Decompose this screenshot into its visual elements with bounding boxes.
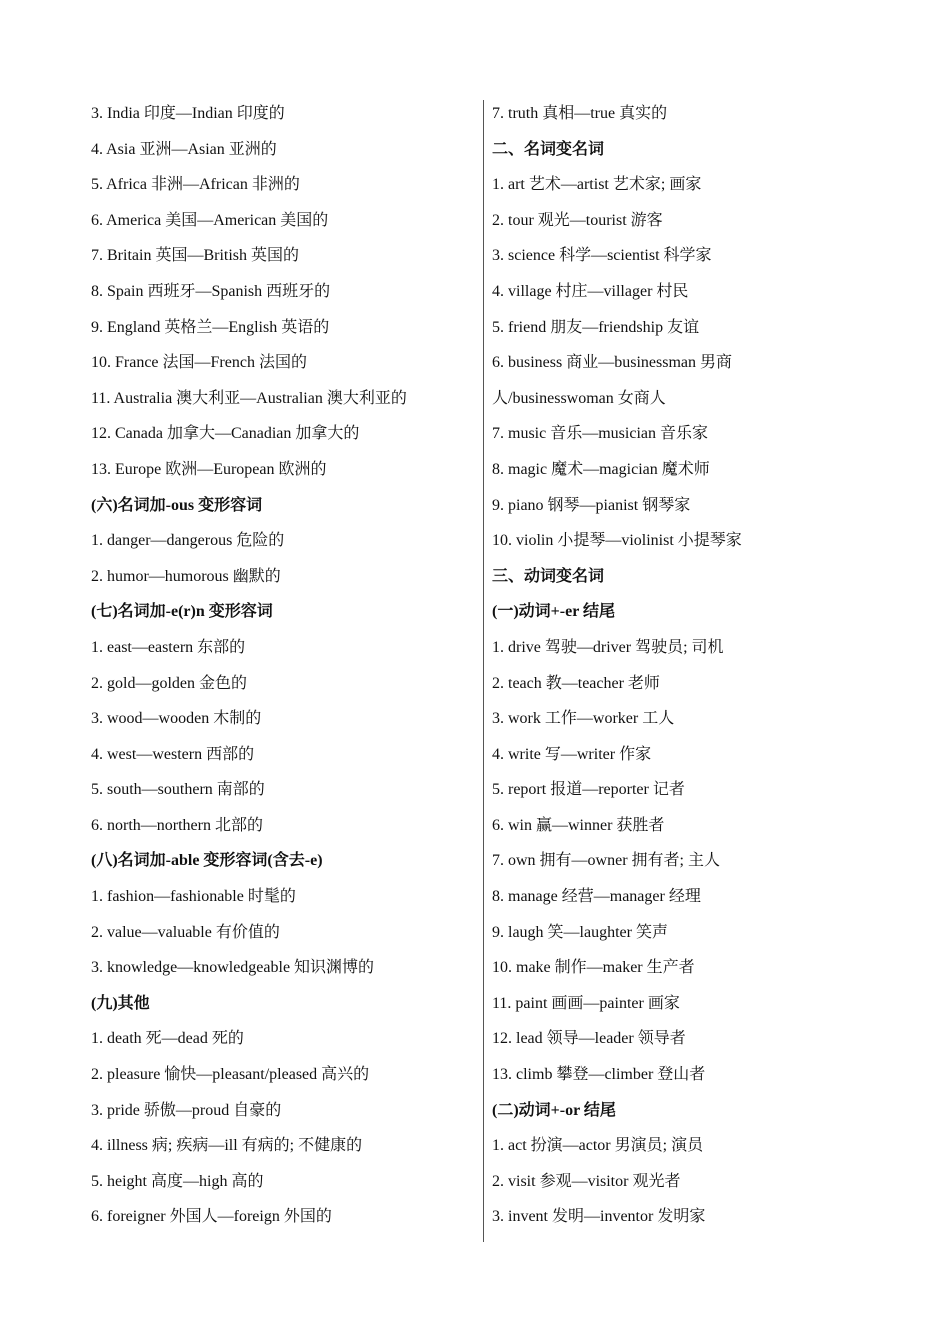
- vocab-entry: 13. Europe 欧洲—European 欧洲的: [91, 460, 327, 478]
- vocab-entry: 2. teach 教—teacher 老师: [492, 674, 660, 692]
- vocab-entry: 5. report 报道—reporter 记者: [492, 781, 685, 799]
- vocab-entry: 6. America 美国—American 美国的: [91, 211, 329, 229]
- column-divider: [483, 100, 484, 1242]
- vocab-entry: 2. pleasure 愉快—pleasant/pleased 高兴的: [91, 1066, 370, 1084]
- vocab-entry: 6. business 商业—businessman 男商: [492, 354, 733, 372]
- vocab-entry: 2. tour 观光—tourist 游客: [492, 211, 663, 229]
- vocab-entry: 3. India 印度—Indian 印度的: [91, 105, 285, 122]
- vocab-entry: 7. truth 真相—true 真实的: [492, 105, 668, 122]
- vocab-entry: 12. Canada 加拿大—Canadian 加拿大的: [91, 425, 360, 443]
- vocab-entry: 8. Spain 西班牙—Spanish 西班牙的: [91, 282, 331, 300]
- vocab-entry: 2. visit 参观—visitor 观光者: [492, 1172, 681, 1190]
- vocab-entry: 4. west—western 西部的: [91, 745, 255, 763]
- right-column: [492, 96, 912, 1235]
- vocab-entry: 7. music 音乐—musician 音乐家: [492, 425, 708, 443]
- vocab-entry: 2. humor—humorous 幽默的: [91, 567, 281, 585]
- vocab-entry: 9. laugh 笑—laughter 笑声: [492, 923, 668, 941]
- vocab-entry: 人/businesswoman 女商人: [492, 389, 666, 407]
- vocab-entry: 9. piano 钢琴—pianist 钢琴家: [492, 496, 691, 514]
- vocab-entry: 1. act 扮演—actor 男演员; 演员: [492, 1137, 704, 1155]
- vocab-entry: 10. make 制作—maker 生产者: [492, 959, 695, 977]
- vocab-entry: 6. foreigner 外国人—foreign 外国的: [91, 1208, 332, 1226]
- vocab-entry: 4. illness 病; 疾病—ill 有病的; 不健康的: [91, 1137, 363, 1155]
- vocab-entry: 2. value—valuable 有价值的: [91, 923, 280, 941]
- vocab-entry: 10. France 法国—French 法国的: [91, 354, 307, 372]
- vocab-entry: 3. work 工作—worker 工人: [492, 710, 675, 728]
- vocab-entry: 5. Africa 非洲—African 非洲的: [91, 176, 300, 194]
- vocab-entry: 3. invent 发明—inventor 发明家: [492, 1208, 706, 1226]
- vocab-entry: 9. England 英格兰—English 英语的: [91, 318, 330, 336]
- vocab-entry: 4. Asia 亚洲—Asian 亚洲的: [91, 140, 277, 158]
- vocab-entry: 8. magic 魔术—magician 魔术师: [492, 460, 710, 478]
- vocab-entry: 3. wood—wooden 木制的: [91, 710, 262, 728]
- section-heading: 三、动词变名词: [492, 567, 605, 585]
- vocab-entry: 7. Britain 英国—British 英国的: [91, 247, 300, 265]
- vocab-entry: 5. south—southern 南部的: [91, 781, 265, 799]
- section-heading: (八)名词加-able 变形容词(含去-e): [91, 852, 323, 870]
- vocab-entry: 10. violin 小提琴—violinist 小提琴家: [492, 532, 742, 550]
- vocab-entry: 6. north—northern 北部的: [91, 816, 263, 834]
- vocab-entry: 4. village 村庄—villager 村民: [492, 282, 689, 300]
- section-heading: (九)其他: [91, 994, 150, 1012]
- section-heading: (六)名词加-ous 变形容词: [91, 496, 263, 514]
- vocab-entry: 1. death 死—dead 死的: [91, 1030, 244, 1048]
- vocab-entry: 3. science 科学—scientist 科学家: [492, 247, 712, 265]
- vocab-entry: 11. paint 画画—painter 画家: [492, 994, 680, 1012]
- vocab-entry: 11. Australia 澳大利亚—Australian 澳大利亚的: [91, 389, 407, 407]
- vocab-entry: 1. drive 驾驶—driver 驾驶员; 司机: [492, 638, 724, 656]
- vocab-entry: 6. win 赢—winner 获胜者: [492, 816, 665, 834]
- vocab-entry: 1. art 艺术—artist 艺术家; 画家: [492, 176, 702, 194]
- vocab-entry: 3. knowledge—knowledgeable 知识渊博的: [91, 959, 375, 977]
- vocab-entry: 7. own 拥有—owner 拥有者; 主人: [492, 852, 720, 870]
- vocab-entry: 2. gold—golden 金色的: [91, 674, 247, 692]
- vocab-entry: 13. climb 攀登—climber 登山者: [492, 1066, 706, 1084]
- section-heading: (一)动词+-er 结尾: [492, 603, 616, 621]
- vocab-entry: 12. lead 领导—leader 领导者: [492, 1030, 686, 1048]
- left-column: [91, 96, 476, 1235]
- vocab-entry: 5. height 高度—high 高的: [91, 1172, 264, 1190]
- vocab-entry: 1. danger—dangerous 危险的: [91, 532, 285, 550]
- vocab-entry: 5. friend 朋友—friendship 友谊: [492, 318, 700, 336]
- vocab-entry: 1. fashion—fashionable 时髦的: [91, 888, 296, 906]
- section-heading: 二、名词变名词: [492, 140, 605, 158]
- vocab-entry: 1. east—eastern 东部的: [91, 638, 246, 656]
- vocab-entry: 8. manage 经营—manager 经理: [492, 888, 701, 906]
- vocab-entry: 3. pride 骄傲—proud 自豪的: [91, 1101, 282, 1119]
- section-heading: (二)动词+-or 结尾: [492, 1101, 616, 1119]
- section-heading: (七)名词加-e(r)n 变形容词: [91, 603, 273, 621]
- vocab-entry: 4. write 写—writer 作家: [492, 745, 652, 763]
